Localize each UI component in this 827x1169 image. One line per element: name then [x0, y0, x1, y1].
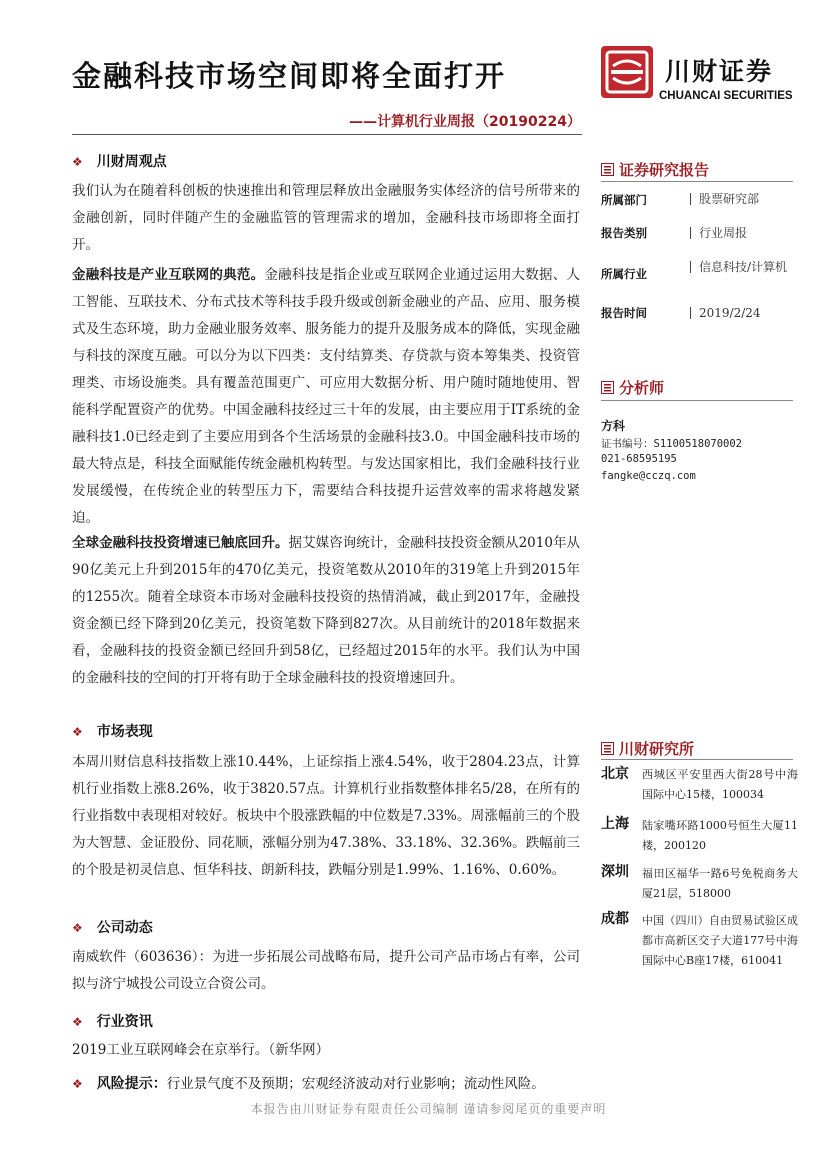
section-heading-market: ❖ 市场表现	[72, 724, 153, 740]
section-heading-company: ❖ 公司动态	[72, 920, 153, 936]
analyst-name: 方科	[601, 419, 626, 433]
risk-warning: ❖ 风险提示：行业景气度不及预期；宏观经济波动对行业影响；流动性风险。	[72, 1076, 545, 1092]
diamond-bullet-icon: ❖	[72, 155, 83, 169]
market-paragraph: 本周川财信息科技指数上涨10.44%，上证综指上涨4.54%，收于2804.23点，计算机行业指数上涨8.26%，收于3820.57点。计算机行业指数整体排名5/28，在所有的行业指数中表现相对较好。板块中个股涨跌幅的中位数是7.33%。周涨幅前三的个股为大智慧、金证股份、同花顺，涨幅分别为47.38%、33.18%、32.36%。跌幅前三的个股是初灵信息、恒华科技、朗新科技，跌幅分别是1.99%、1.16%、0.60%。	[72, 754, 580, 878]
diamond-bullet-icon: ❖	[72, 725, 83, 739]
view-paragraph-3-lead: 全球金融科技投资增速已触底回升。	[72, 535, 289, 551]
office-address: 中国（四川）自由贸易试验区成都市高新区交子大道177号中海国际中心B座17楼，610041	[642, 914, 798, 967]
analyst-email[interactable]: fangke@cczq.com	[601, 470, 696, 482]
sidebar-divider	[601, 759, 793, 760]
date-value: 2019/2/24	[690, 303, 798, 323]
page-footer: 本报告由川财证券有限责任公司编制 谨请参阅尾页的重要声明	[250, 1102, 607, 1116]
company-logo	[601, 46, 811, 106]
view-paragraph-2: 金融科技是产业互联网的典范。金融科技是指企业或互联网企业通过运用大数据、人工智能、互联技术、分布式技术等科技手段升级或创新金融业的产品、应用、服务模式及生态环境，助力金融业服务效率、服务能力的提升及服务成本的降低，实现金融与科技的深度互融。可以分为以下四类：支付结算类、存贷款与资本筹集类、投资管理类、市场设施类。具有覆盖范围更广、可应用大数据分析、用户随时随地使用、智能科学配置资产的优势。中国金融科技经过三十年的发展，由主要应用于IT系统的金融科技1.0已经走到了主要应用到各个生活场景的金融科技3.0。中国金融科技市场的最大特点是，科技全面赋能传统金融机构转型。与发达国家相比，我们金融科技行业发展缓慢，在传统企业的转型压力下，需要结合科技提升运营效率的需求将越发紧迫。	[72, 267, 581, 526]
office-address: 福田区福华一路6号免税商务大厦21层，518000	[642, 867, 798, 900]
report-title: 金融科技市场空间即将全面打开	[72, 59, 507, 93]
company-paragraph: 南威软件（603636）：为进一步拓展公司战略布局，提升公司产品市场占有率，公司拟与济宁城投公司设立合资公司。	[72, 949, 580, 992]
office-address: 西城区平安里西大街28号中海国际中心15楼，100034	[642, 768, 798, 801]
sidebar-divider	[601, 181, 793, 182]
report-subtitle: ——计算机行业周报（20190224）	[349, 114, 581, 130]
header-divider	[72, 134, 582, 135]
industry-paragraph: 2019工业互联网峰会在京举行。（新华网）	[72, 1042, 330, 1058]
office-city: 深圳	[601, 864, 629, 880]
industry-label: 所属行业	[601, 267, 647, 281]
office-city: 成都	[601, 911, 629, 927]
analyst-heading-icon	[601, 381, 614, 394]
office-address: 陆家嘴环路1000号恒生大厦11楼，200120	[642, 819, 798, 852]
dept-value: 股票研究部	[690, 189, 798, 209]
analyst-cert: 证书编号：S1100518070002	[601, 438, 743, 450]
analyst-phone: 021-68595195	[601, 453, 677, 465]
logo-name-cn: 川财证券	[665, 57, 774, 86]
type-label: 报告类别	[601, 226, 647, 240]
section-heading-industry: ❖ 行业资讯	[72, 1014, 153, 1030]
sidebar-divider	[601, 400, 793, 401]
type-value: 行业周报	[690, 223, 798, 243]
office-city: 北京	[601, 766, 629, 782]
view-paragraph-3: 全球金融科技投资增速已触底回升。据艾媒咨询统计，金融科技投资金额从2010年从90亿美元上升到2015年的470亿美元，投资笔数从2010年的319笔上升到2015年的1255次。随着全球资本市场对金融科技投资的热情消减，截止到2017年，金融投资金额已经下降到20亿美元，投资笔数下降到827次。从目前统计的2018年数据来看，金融科技的投资金额已经回升到58亿，已经超过2015年的水平。我们认为中国的金融科技的空间的打开将有助于全球金融科技的投资增速回升。	[72, 535, 581, 686]
view-paragraph-1: 我们认为在随着科创板的快速推出和管理层释放出金融服务实体经济的信号所带来的金融创新，同时伴随产生的金融监管的管理需求的增加，金融科技市场即将全面打开。	[72, 183, 580, 253]
report-heading-icon	[601, 163, 614, 176]
section-heading-view: ❖ 川财周观点	[72, 154, 167, 170]
dept-label: 所属部门	[601, 193, 647, 207]
logo-name-en: CHUANCAI SECURITIES	[659, 90, 793, 102]
sidebar-heading-institute: 川财研究所	[601, 738, 694, 759]
date-label: 报告时间	[601, 306, 647, 320]
industry-value: 信息科技/计算机	[690, 257, 798, 277]
office-city: 上海	[601, 816, 629, 832]
diamond-bullet-icon: ❖	[72, 1015, 83, 1029]
diamond-bullet-icon: ❖	[72, 921, 83, 935]
risk-text: 行业景气度不及预期；宏观经济波动对行业影响；流动性风险。	[166, 1076, 545, 1092]
diamond-bullet-icon: ❖	[72, 1077, 83, 1091]
logo-mark-icon	[601, 46, 653, 98]
institute-heading-icon	[601, 742, 614, 755]
sidebar-heading-report: 证券研究报告	[601, 159, 709, 180]
sidebar-heading-analyst: 分析师	[601, 377, 664, 398]
view-paragraph-2-lead: 金融科技是产业互联网的典范。	[72, 267, 265, 283]
